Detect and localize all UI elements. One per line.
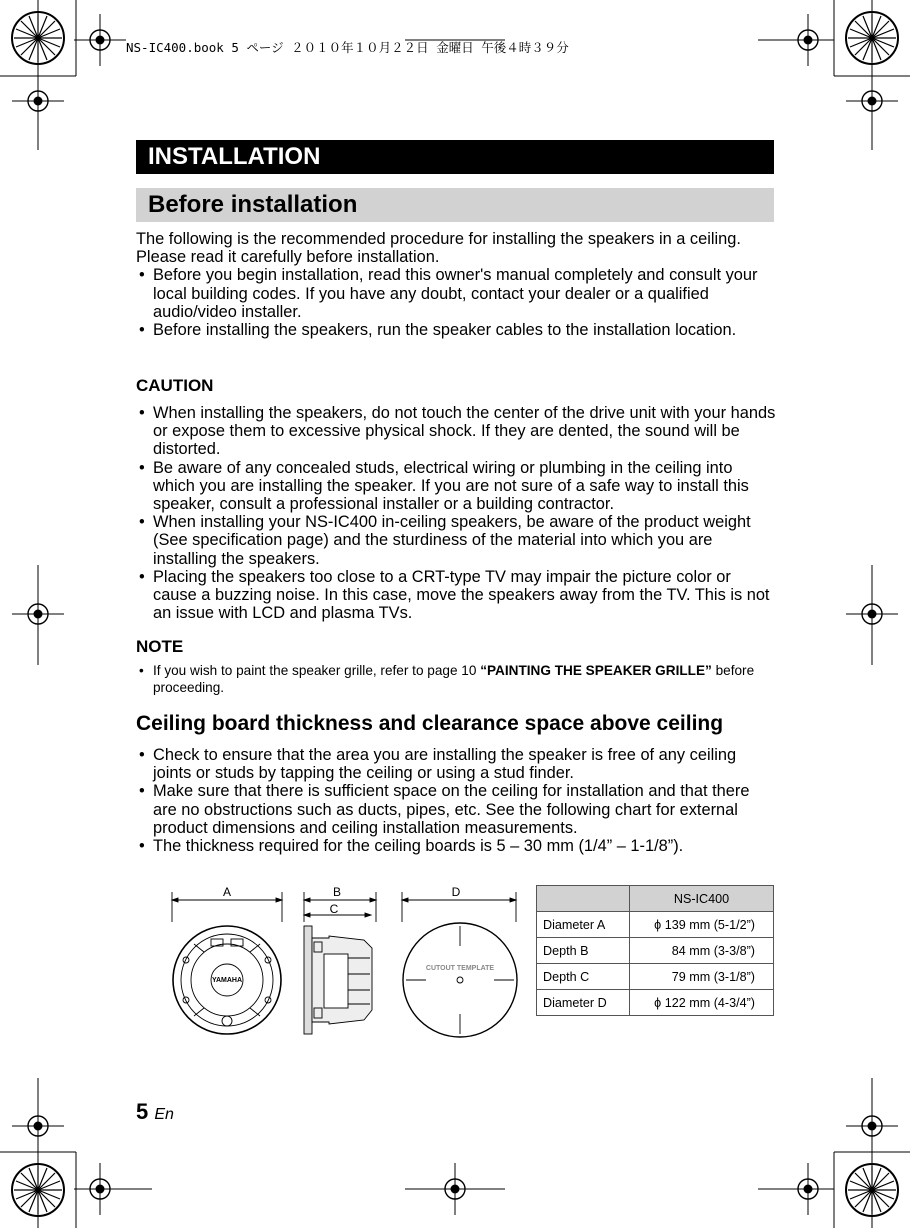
dimension-spec-table: [536, 885, 774, 1016]
list-item: • Placing the speakers too close to a CRT-type TV may impair the picture color or cause a buzzing noise. In this case, move the speakers away from the TV. This is not an issue with LCD and plasma TVs.: [136, 568, 776, 623]
dimension-label-a: A: [222, 885, 232, 899]
note-heading: NOTE: [136, 637, 184, 656]
section-title: INSTALLATION: [136, 140, 774, 174]
dimension-label-c: C: [329, 902, 339, 916]
page-number-value: 5: [136, 1099, 149, 1124]
table-cell-label: Diameter A: [537, 912, 630, 938]
list-item: • Make sure that there is sufficient space on the ceiling for installation and that there are no obstructions such as ducts, pipes, etc. See the following chart for external product dimensions and ceiling installation measurements.: [136, 782, 776, 837]
page-number: [136, 1099, 174, 1125]
table-header-row: [537, 886, 774, 912]
list-item: • Before you begin installation, read this owner's manual completely and consult your local building codes. If you have any doubt, contact your dealer or a qualified audio/video installer.: [136, 266, 776, 321]
dimension-label-b: B: [332, 885, 342, 899]
caution-block: [136, 404, 776, 622]
note-block: [136, 662, 776, 696]
intro-bullet-list: [136, 266, 776, 339]
table-cell-label: Depth C: [537, 964, 630, 990]
table-cell-value: 79 mm (3-1/8”): [630, 964, 774, 990]
caution-heading: CAUTION: [136, 376, 214, 395]
dimension-label-d: D: [451, 885, 461, 899]
subsection-title: Before installation: [136, 188, 774, 222]
note-text-suffix: before proceeding.: [153, 663, 755, 695]
cutout-template-label: CUTOUT TEMPLATE: [425, 965, 495, 972]
list-item: • Before installing the speakers, run the speaker cables to the installation location.: [136, 321, 776, 339]
list-item: • Check to ensure that the area you are installing the speaker is free of any ceiling joints or studs by tapping the ceiling or using a stud finder.: [136, 746, 776, 782]
ceiling-bullet-list: [136, 746, 776, 855]
intro-paragraph: The following is the recommended procedure for installing the speakers in a ceiling. Please read it carefully before installation.: [136, 230, 741, 267]
note-page-reference: “PAINTING THE SPEAKER GRILLE”: [480, 663, 712, 678]
table-cell-value: ϕ 139 mm (5-1/2”): [630, 912, 774, 938]
print-job-header: NS-IC400.book 5 ページ ２０１０年１０月２２日 金曜日 午後４時３９分: [126, 40, 569, 55]
table-cell-value: ϕ 122 mm (4-3/4”): [630, 990, 774, 1016]
list-item: • When installing your NS-IC400 in-ceiling speakers, be aware of the product weight (See specification page) and the sturdiness of the material into which you are installing the speakers.: [136, 513, 776, 568]
list-item: • The thickness required for the ceiling boards is 5 – 30 mm (1/4” – 1-1/8”).: [136, 837, 776, 855]
caution-bullet-list: [136, 404, 776, 622]
table-cell-value: 84 mm (3-3/8”): [630, 938, 774, 964]
table-row: [537, 938, 774, 964]
ceiling-block: [136, 746, 776, 855]
table-cell-label: Diameter D: [537, 990, 630, 1016]
list-item: [136, 662, 776, 696]
list-item: • When installing the speakers, do not touch the center of the drive unit with your hands or expose them to excessive physical shock. If they are dented, the sound will be distorted.: [136, 404, 776, 459]
table-cell-label: Depth B: [537, 938, 630, 964]
ceiling-heading: Ceiling board thickness and clearance space above ceiling: [136, 712, 724, 735]
table-row: [537, 964, 774, 990]
note-list: [136, 662, 776, 696]
note-text-prefix: If you wish to paint the speaker grille, refer to page 10: [153, 663, 481, 678]
list-item: • Be aware of any concealed studs, electrical wiring or plumbing in the ceiling into which you are installing the speaker. If you are not sure of a safe way to install this speaker, consult a professional installer or a building contractor.: [136, 459, 776, 514]
speaker-dimension-diagram: [164, 878, 524, 1048]
table-header-model: NS-IC400: [630, 886, 774, 912]
table-row: [537, 990, 774, 1016]
page-language: En: [154, 1106, 174, 1123]
table-header-blank: [537, 886, 630, 912]
yamaha-logo: YAMAHA: [211, 977, 243, 984]
intro-block: [136, 230, 776, 339]
table-row: [537, 912, 774, 938]
